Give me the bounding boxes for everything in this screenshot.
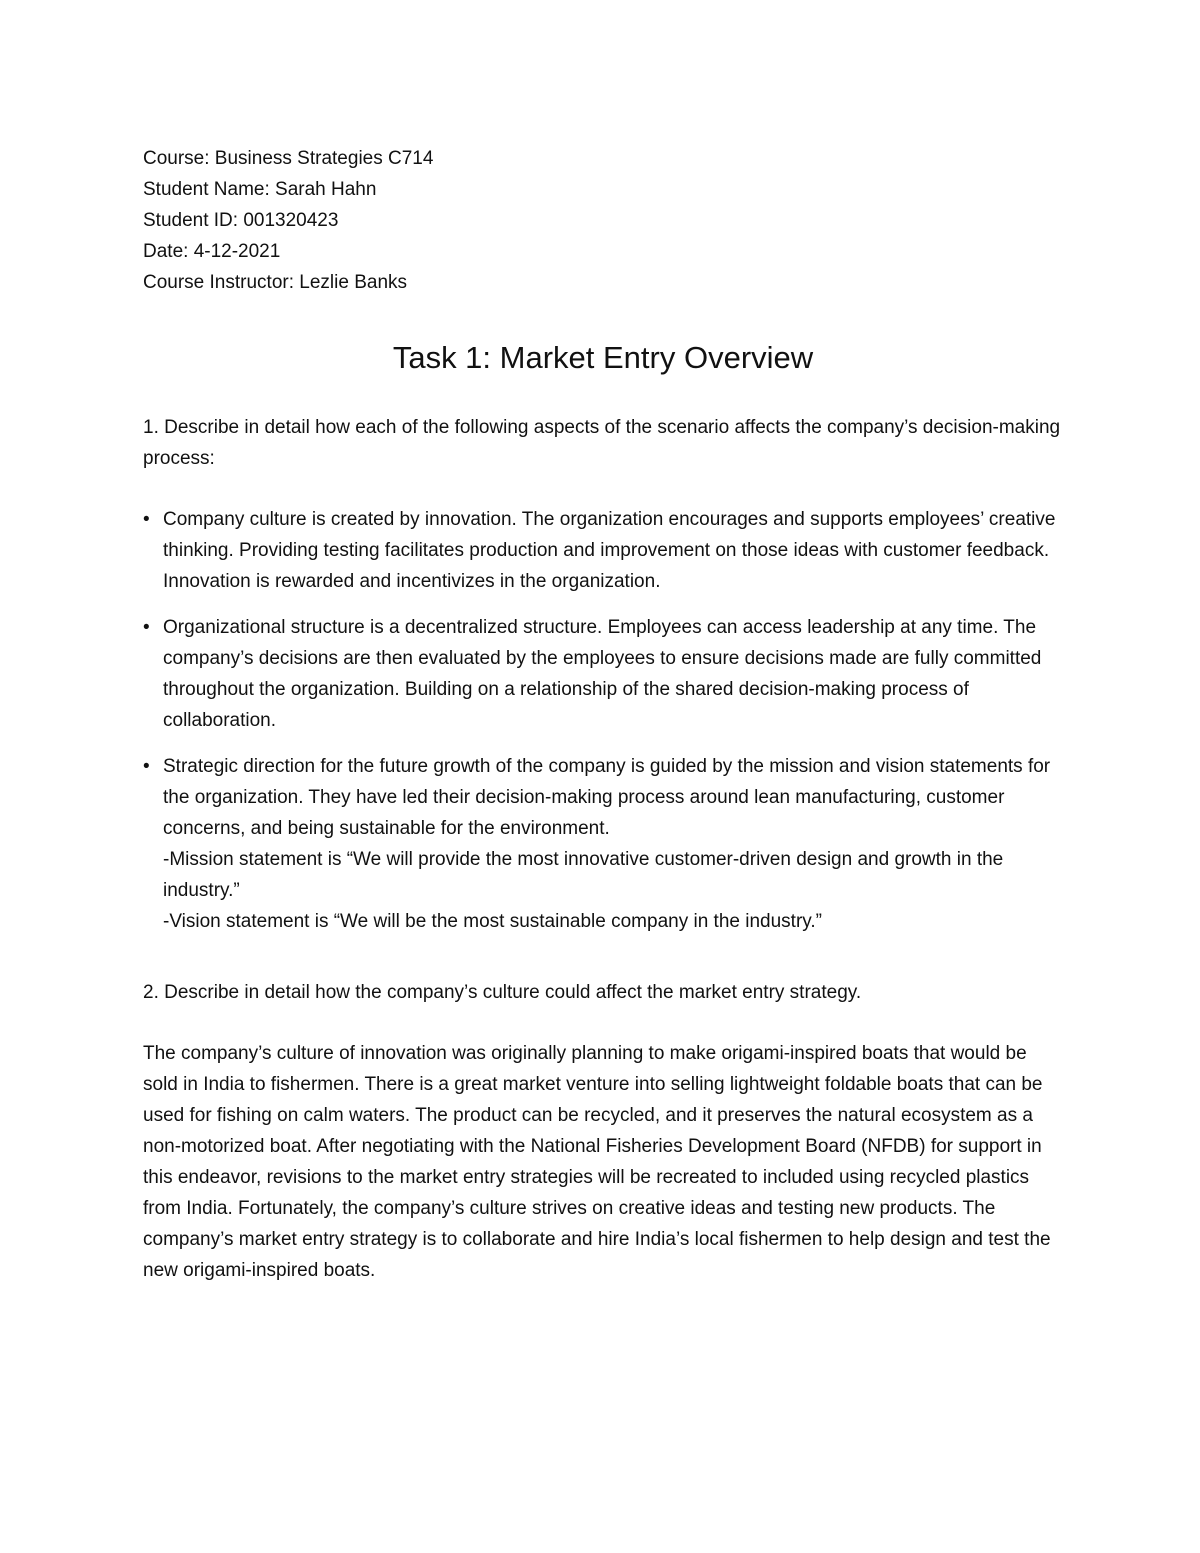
bullet-text: Strategic direction for the future growth of the company is guided by the mission and vision statements for the organization. They have led their decision-making process around lean manufacturing, customer concerns, and being sustainable for the environment. [163, 756, 1051, 839]
bullet-list [143, 504, 1063, 937]
list-item [143, 612, 1063, 736]
header-block [143, 143, 1063, 298]
student-id-line: Student ID: 001320423 [143, 210, 339, 231]
answer-2: The company’s culture of innovation was originally planning to make origami-inspired boats that would be sold in India to fishermen. There is a great market venture into selling lightweight foldable boats that can be used for fishing on calm waters. The product can be recycled, and it preserves the natural ecosystem as a non-motorized boat. After negotiating with the National Fisheries Development Board (NFDB) for support in this endeavor, revisions to the market entry strategies will be recreated to included using recycled plastics from India. Fortunately, the company’s culture strives on creative ideas and testing new products. The company’s market entry strategy is to collaborate and hire India’s local fishermen to help design and test the new origami-inspired boats. [143, 1043, 1051, 1281]
instructor-line: Course Instructor: Lezlie Banks [143, 272, 408, 293]
document-body [143, 143, 1063, 1286]
question-2: 2. Describe in detail how the company’s culture could affect the market entry strategy. [143, 982, 862, 1003]
bullet-icon: • [143, 756, 150, 777]
bullet-text: Organizational structure is a decentralized structure. Employees can access leadership at any time. The company’s decisions are then evaluated by the employees to ensure decisions made are fully committed throughout the organization. Building on a relationship of the shared decision-making process of collaboration. [163, 617, 1042, 731]
bullet-icon: • [143, 509, 150, 530]
bullet-text: Company culture is created by innovation. The organization encourages and supports employees’ creative thinking. Providing testing facilitates production and improvement on those ideas with customer feedback. Innovation is rewarded and incentivizes in the organization. [163, 509, 1056, 592]
list-item [143, 504, 1063, 597]
date-line: Date: 4-12-2021 [143, 241, 281, 262]
bullet-icon: • [143, 617, 150, 638]
list-item [143, 751, 1063, 937]
page-title: Task 1: Market Entry Overview [392, 340, 814, 375]
course-line: Course: Business Strategies C714 [143, 148, 434, 169]
student-name-line: Student Name: Sarah Hahn [143, 179, 377, 200]
vision-statement: -Vision statement is “We will be the most sustainable company in the industry.” [163, 911, 822, 932]
question-1: 1. Describe in detail how each of the following aspects of the scenario affects the company’s decision-making process: [143, 417, 1061, 469]
mission-statement: -Mission statement is “We will provide the most innovative customer-driven design and growth in the industry.” [163, 849, 1004, 901]
